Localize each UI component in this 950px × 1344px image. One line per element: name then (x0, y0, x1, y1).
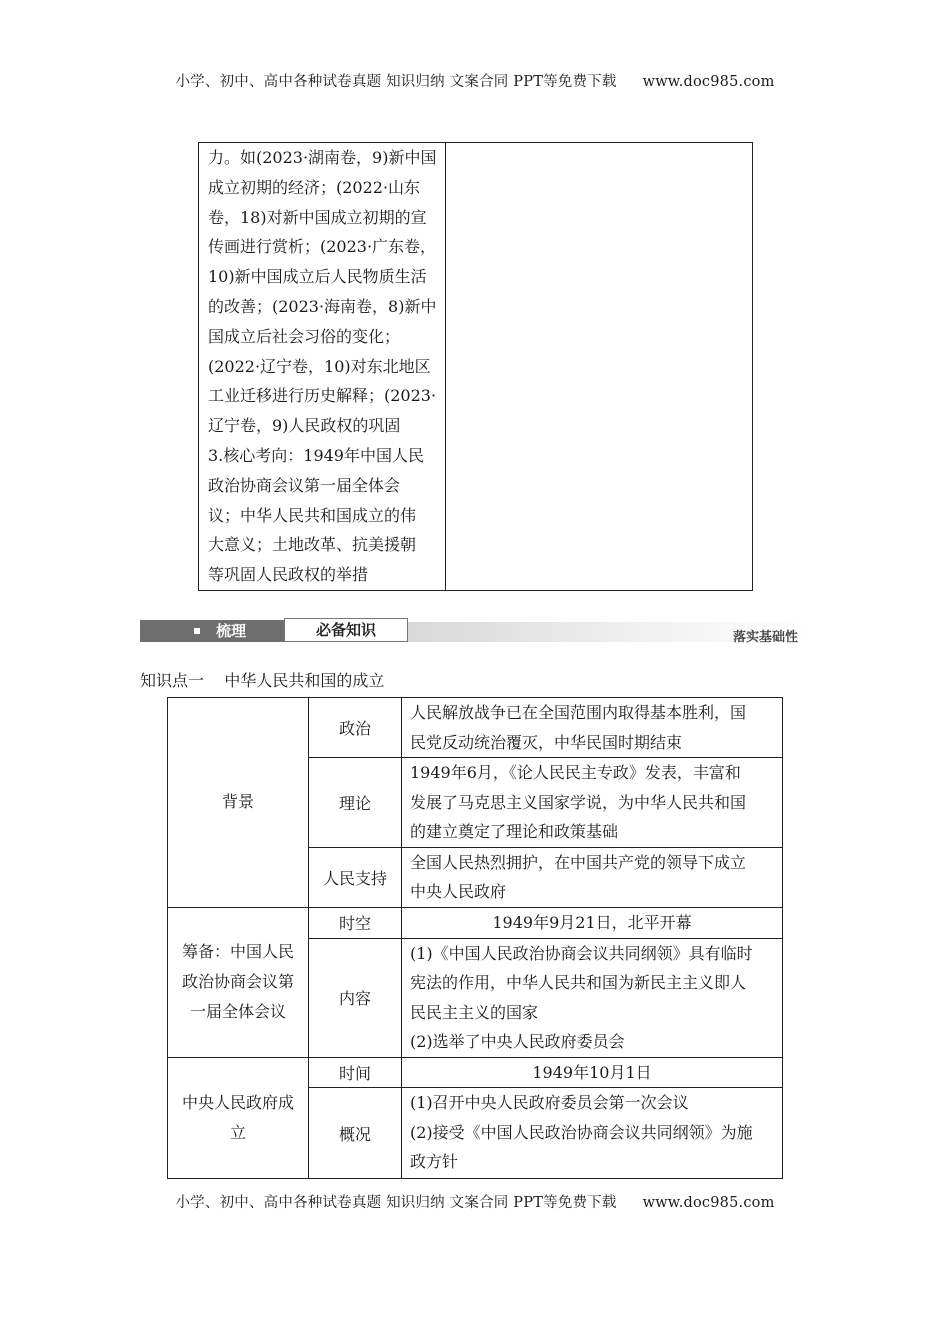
knowledge-point-title: 知识点一 中华人民共和国的成立 (140, 671, 385, 690)
header-website: www.doc985.com (642, 74, 775, 90)
banner-dark-label: 梳理 (216, 622, 247, 640)
overview-value (402, 1088, 783, 1179)
banner-right-label: 落实基础性 (732, 630, 798, 645)
text-line: (2)接受《中国人民政治协商会议共同纲领》为施 (410, 1122, 753, 1142)
banner-box-label: 必备知识 (284, 618, 408, 642)
people-support-value (402, 847, 783, 907)
text-line: 辽宁卷，9)人民政权的巩固 (208, 416, 401, 436)
square-bullet-icon (194, 628, 200, 634)
time-key: 时间 (309, 1057, 402, 1088)
header-slogan: 小学、初中、高中各种试卷真题 知识归纳 文案合同 PPT等免费下载 (175, 74, 617, 90)
text-line: 卷，18)对新中国成立初期的宣 (208, 207, 427, 227)
text-line: 国成立后社会习俗的变化； (208, 326, 401, 346)
knowledge-table (167, 697, 783, 1179)
text-line: 工业迁移进行历史解释；(2023· (208, 386, 437, 406)
text-line: 力。如(2023·湖南卷，9)新中国 (208, 148, 437, 167)
text-line: (1)《中国人民政治协商会议共同纲领》具有临时 (410, 943, 753, 963)
theory-key: 理论 (309, 758, 402, 848)
empty-cell (446, 143, 753, 591)
preparation-label (168, 937, 308, 1027)
table-row (168, 1057, 783, 1088)
footer-website: www.doc985.com (642, 1195, 775, 1211)
time-space-value: 1949年9月21日，北平开幕 (402, 907, 783, 938)
government-label (168, 1088, 308, 1148)
page-footer (0, 1191, 950, 1212)
text-line: 政治协商会议第一届全体会 (208, 475, 401, 495)
preparation-label-cell (168, 907, 309, 1057)
background-label: 背景 (221, 792, 254, 812)
text-line: 发展了马克思主义国家学说，为中华人民共和国 (410, 792, 747, 812)
text-line: 1949年6月，《论人民民主专政》发表，丰富和 (410, 763, 741, 782)
exam-requirements-table (198, 142, 753, 591)
banner-dark-tab (140, 620, 284, 642)
text-line: 全国人民热烈拥护，在中国共产党的领导下成立 (410, 852, 747, 872)
text-line: 宪法的作用，中华人民共和国为新民主主义即人 (410, 973, 747, 992)
politics-key: 政治 (309, 698, 402, 758)
text-line: 人民解放战争已在全国范围内取得基本胜利，国 (410, 703, 747, 722)
text-line: 民党反动统治覆灭，中华民国时期结束 (410, 732, 683, 752)
text-line: (2)选举了中央人民政府委员会 (410, 1032, 625, 1051)
overview-key: 概况 (309, 1088, 402, 1179)
text-line: (1)召开中央人民政府委员会第一次会议 (410, 1093, 689, 1112)
content-value (402, 938, 783, 1057)
text-line: 中央人民政府 (410, 882, 507, 901)
text-line: 中央人民政府成 (181, 1092, 294, 1112)
text-line: 成立初期的经济；(2022·山东 (208, 177, 421, 197)
politics-value (402, 698, 783, 758)
government-label-cell (168, 1057, 309, 1179)
people-support-key: 人民支持 (309, 847, 402, 907)
text-line: 民民主主义的国家 (410, 1002, 539, 1022)
text-line: (2022·辽宁卷，10)对东北地区 (208, 356, 431, 376)
table-row (168, 907, 783, 938)
text-line: 筹备：中国人民 (181, 942, 294, 961)
page-header (0, 70, 950, 91)
text-line: 的改善；(2023·海南卷，8)新中 (208, 296, 437, 316)
text-line: 3.核心考向：1949年中国人民 (208, 445, 424, 465)
time-space-key: 时空 (309, 907, 402, 938)
text-line: 立 (229, 1122, 246, 1142)
text-line: 10)新中国成立后人民物质生活 (208, 267, 427, 287)
text-line: 议；中华人民共和国成立的伟 (208, 505, 417, 525)
background-label-cell (168, 698, 309, 908)
footer-slogan: 小学、初中、高中各种试卷真题 知识归纳 文案合同 PPT等免费下载 (175, 1195, 617, 1211)
section-banner (140, 618, 810, 646)
content-key: 内容 (309, 938, 402, 1057)
table-row (168, 698, 783, 758)
exam-requirements-cell (199, 143, 446, 591)
theory-value (402, 758, 783, 848)
text-line: 政方针 (410, 1152, 459, 1171)
text-line: 政治协商会议第 (181, 972, 294, 991)
text-line: 的建立奠定了理论和政策基础 (410, 822, 619, 841)
exam-requirements-text (199, 143, 445, 590)
text-line: 等巩固人民政权的举措 (208, 565, 369, 585)
text-line: 一届全体会议 (189, 1002, 286, 1021)
time-value: 1949年10月1日 (402, 1057, 783, 1088)
text-line: 传画进行赏析；(2023·广东卷， (208, 237, 437, 257)
text-line: 大意义；土地改革、抗美援朝 (208, 535, 417, 555)
